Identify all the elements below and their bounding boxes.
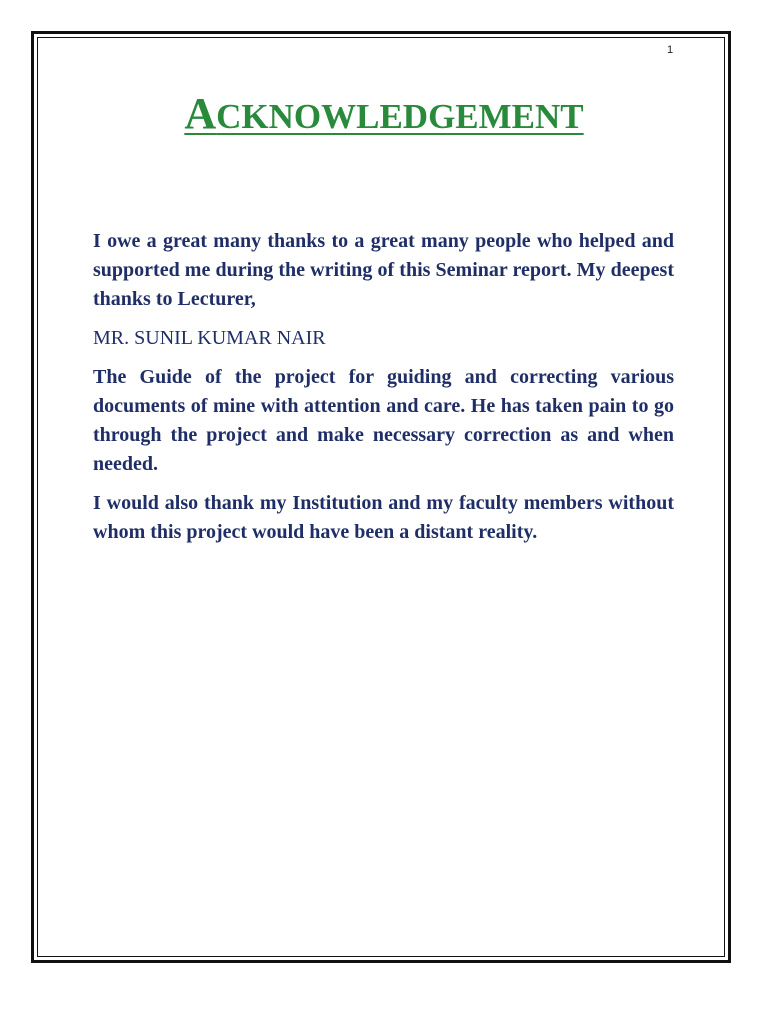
- paragraph-institution: I would also thank my Institution and my faculty members without whom this project would have been a distant reality.: [93, 492, 674, 543]
- paragraph-guide: The Guide of the project for guiding and correcting various documents of mine with attention and care. He has taken pain to go through the project and make necessary correction as and when needed.: [93, 366, 674, 475]
- page-number: 1: [666, 44, 674, 56]
- paragraph-thanks: I owe a great many thanks to a great many people who helped and supported me during the writing of this Seminar report. My deepest thanks to Lecturer,: [93, 230, 674, 310]
- lecturer-name: MR. SUNIL KUMAR NAIR: [93, 327, 326, 349]
- page-title: [0, 88, 768, 141]
- acknowledgement-body: [93, 227, 674, 557]
- title-first-letter: A: [184, 89, 217, 138]
- title-rest: CKNOWLEDGEMENT: [216, 97, 584, 136]
